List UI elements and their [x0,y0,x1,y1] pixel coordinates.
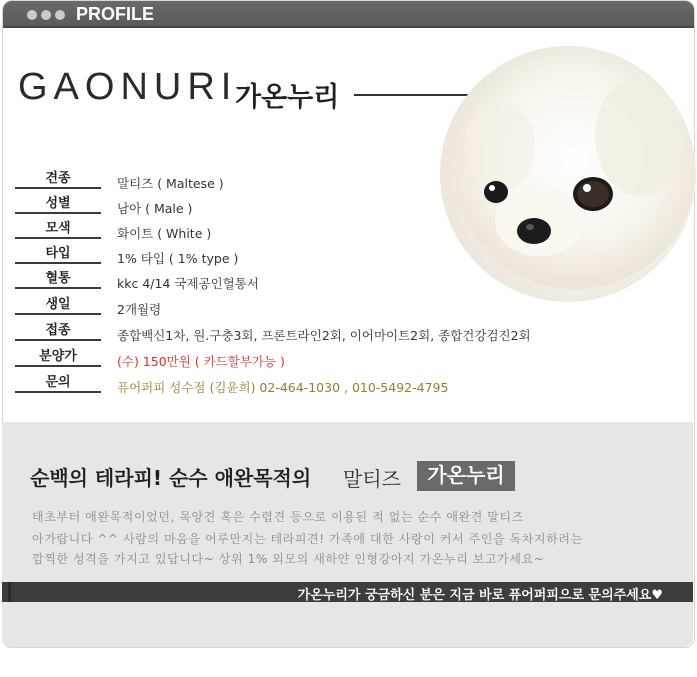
row-value: 퓨어퍼피 성수점 (김윤희) 02-464-1030 , 010-5492-4795 [117,380,449,395]
header-label: PROFILE [76,4,155,24]
description-line: 아가랍니다 ^^ 사람의 마음을 어루만지는 테라피견! 가족에 대한 사랑이 커서 주인을 독차지하려는 [32,532,583,546]
row-label: 생일 [45,297,71,312]
row-underline [15,262,101,264]
row-underline [15,187,101,189]
profile-row-sex [13,190,663,215]
title-korean: 가온누리 [235,82,340,113]
title-english: GAONURI [18,66,238,108]
row-value: (수) 150만원 ( 카드할부가능 ) [117,354,285,369]
header-bar [3,1,695,28]
row-value: 종합백신1차, 원.구충3회, 프론트라인2회, 이어마이트2회, 종합건강검진2회 [117,328,531,343]
row-underline [15,391,101,393]
row-value: kkc 4/14 국제공인혈통서 [117,276,259,291]
row-label: 견종 [45,171,71,186]
header-dots-icon [27,10,65,20]
row-underline [15,339,101,341]
profile-row-pedigree [13,265,663,290]
row-value: 남아 ( Male ) [117,201,193,216]
profile-row-color [13,215,663,240]
contact-bar-text: 가온누리가 궁금하신 분은 지금 바로 퓨어퍼피으로 문의주세요♥ [297,588,663,603]
slogan-breed: 말티즈 [343,467,401,491]
profile-row-price [13,343,663,368]
row-value: 화이트 ( White ) [117,226,212,241]
row-label: 모색 [45,221,71,236]
row-underline [15,313,101,315]
row-underline [15,237,101,239]
row-underline [15,365,101,367]
row-underline [15,287,101,289]
row-label: 성별 [45,196,71,211]
contact-bar [2,582,693,602]
row-label: 타입 [45,246,71,261]
profile-row-vaccination [13,317,663,342]
row-underline [15,212,101,214]
row-value: 1% 타입 ( 1% type ) [117,251,239,266]
row-label: 분양가 [39,349,77,364]
description-line: 깜찍한 성격을 가지고 있답니다~ 상위 1% 외모의 새하얀 인형강아지 가온누리 보고가세요~ [32,552,545,566]
slogan-name-badge: 가온누리 [417,461,515,491]
row-label: 문의 [45,375,71,390]
profile-row-birthday [13,291,663,316]
row-label: 혈통 [45,271,71,286]
row-value: 2개월령 [117,302,162,317]
row-value: 말티즈 ( Maltese ) [117,176,224,191]
description-line: 태초부터 애완목적이었던, 목양견 혹은 수렵견 등으로 이용된 적 없는 순수 애완견 말티즈 [32,510,524,524]
slogan-main: 순백의 테라피! 순수 애완목적의 [30,466,312,490]
profile-row-breed [13,165,663,190]
profile-row-type [13,240,663,265]
contact-bar-stripe [8,582,11,602]
profile-row-inquiry [13,369,663,394]
row-label: 접종 [45,323,71,338]
